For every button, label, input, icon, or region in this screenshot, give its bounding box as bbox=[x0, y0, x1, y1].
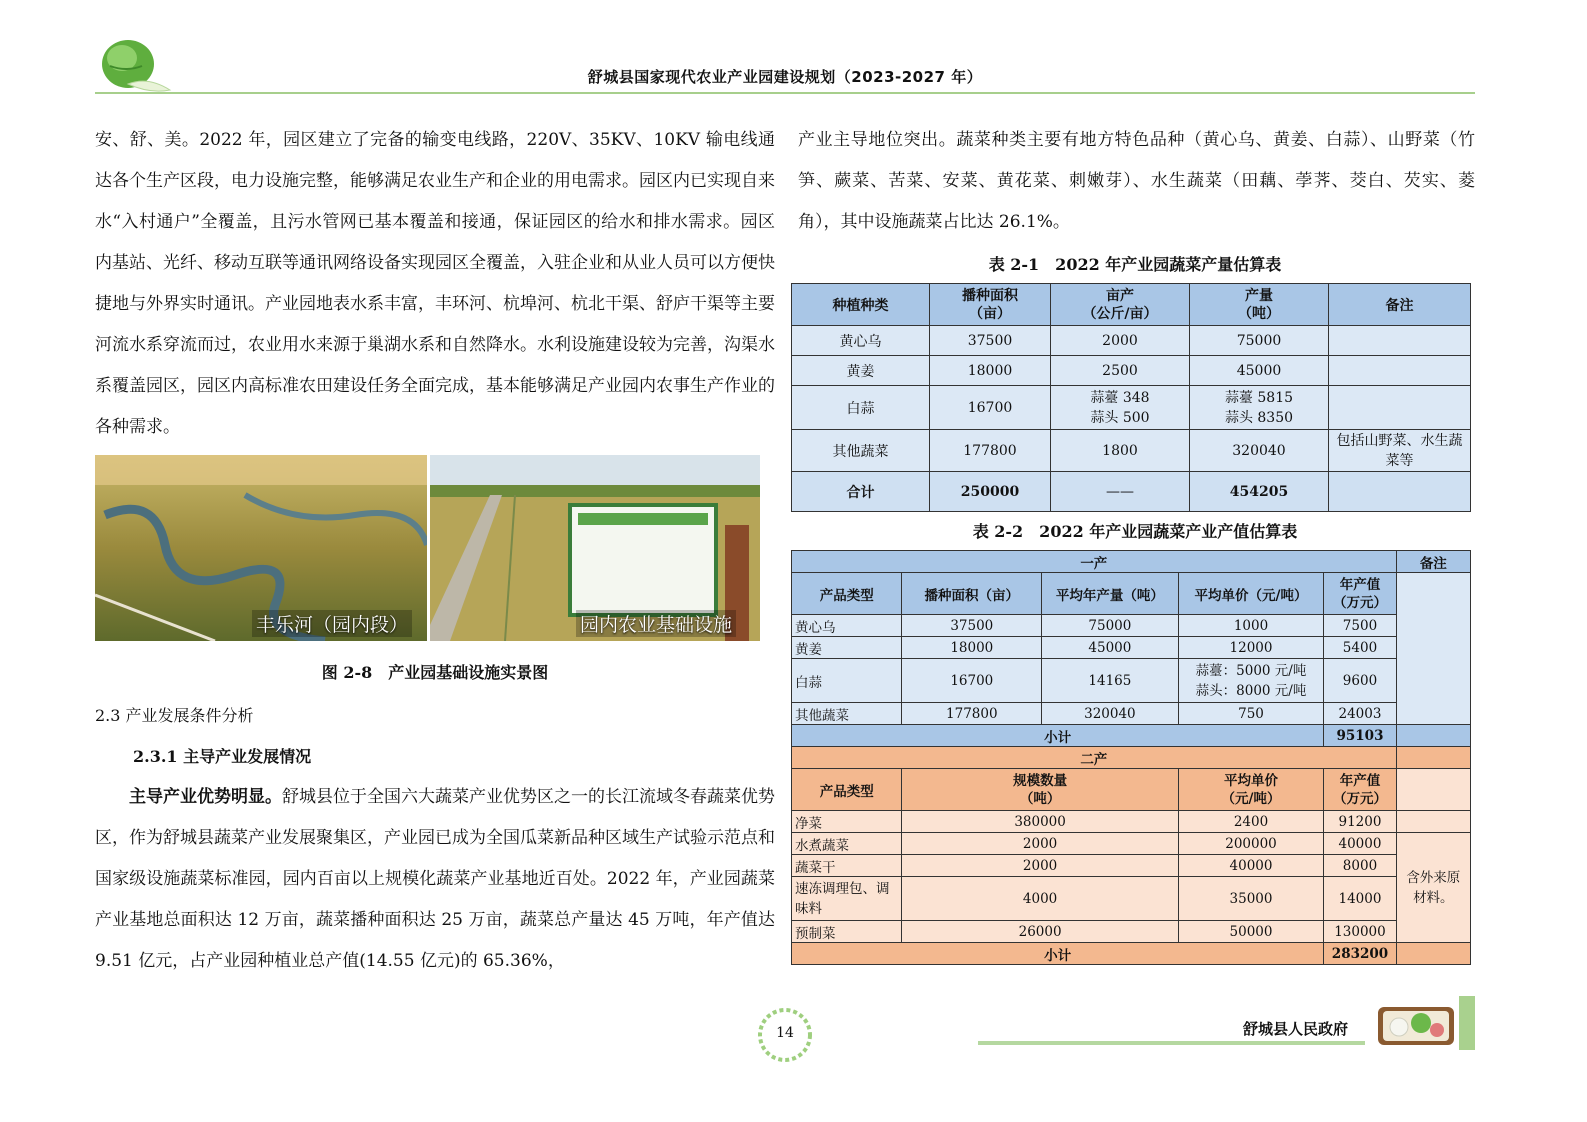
secondary-note: 含外来原材料。 bbox=[1396, 833, 1470, 943]
table-vegetable-value: 一产 备注 产品类型 播种面积（亩） 平均年产量（吨） 平均单价（元/吨） 年产值 （万元） 黄心乌 37500 75000 1000 7500 黄姜 18000 45000 12000 5400 白蒜 16700 14165 蒜薹：5000 元/吨 蒜头：8000 元/吨 9600 其他蔬菜 177800 320040 750 24003 小计 95103 二产 产品类型 规模数量 （吨） 平均单价 （元/吨） 年产值 （万元） 净菜 380000 2400 91200 水煮蔬菜 2000 200000 40000 含外来原材料。 蔬菜干 2000 40000 8000 速冻调理包、调味料 4000 35000 14000 预制菜 26000 50000 130000 小计 283200 bbox=[791, 550, 1471, 965]
table1-caption: 表 2-1 2022 年产业园蔬菜产量估算表 bbox=[988, 255, 1282, 274]
table-header: 亩产 （公斤/亩） bbox=[1051, 284, 1190, 326]
footer-accent-bar bbox=[1459, 996, 1475, 1050]
photo-fengle-river bbox=[95, 455, 427, 641]
header-title: 舒城县国家现代农业产业园建设规划（2023-2027 年） bbox=[587, 68, 983, 86]
table-row: 黄心乌 37500 2000 75000 bbox=[792, 326, 1471, 356]
paragraph-lead: 主导产业优势明显。 bbox=[129, 787, 282, 807]
page-number: 14 bbox=[776, 1025, 794, 1041]
paragraph-vegetable-types: 产业主导地位突出。蔬菜种类主要有地方特色品种（黄心乌、黄姜、白蒜）、山野菜（竹笋、蕨菜、苦菜、安菜、黄花菜、刺嫩芽）、水生蔬菜（田藕、荸荠、茭白、芡实、菱角），其中设施蔬菜占比达 26.1%。 bbox=[798, 130, 1475, 232]
section-heading-2-3-1: 2.3.1 主导产业发展情况 bbox=[133, 747, 312, 766]
table-row: 其他蔬菜 177800 1800 320040 包括山野菜、水生蔬菜等 bbox=[792, 430, 1471, 472]
table-row: 蔬菜干 2000 40000 8000 bbox=[792, 855, 1471, 877]
note-header: 备注 bbox=[1396, 551, 1470, 573]
vegetable-basket-icon bbox=[1377, 1003, 1455, 1047]
section-heading-2-3: 2.3 产业发展条件分析 bbox=[95, 706, 254, 725]
figure-caption: 图 2-8 产业园基础设施实景图 bbox=[321, 663, 549, 682]
table-header: 备注 bbox=[1329, 284, 1471, 326]
secondary-industry-label: 二产 bbox=[792, 747, 1397, 769]
table-row: 速冻调理包、调味料 4000 35000 14000 bbox=[792, 877, 1471, 921]
right-column bbox=[798, 120, 1475, 243]
table-row: 其他蔬菜 177800 320040 750 24003 bbox=[792, 703, 1471, 725]
table-vegetable-output bbox=[791, 283, 1471, 512]
cabbage-logo-icon bbox=[98, 36, 174, 96]
page-number-badge bbox=[756, 1006, 814, 1064]
table-header: 播种面积 （亩） bbox=[930, 284, 1051, 326]
table2-caption: 表 2-2 2022 年产业园蔬菜产业产值估算表 bbox=[972, 522, 1298, 541]
footer-vegetable-basket bbox=[1377, 1003, 1455, 1047]
table-row: 白蒜 16700 14165 蒜薹：5000 元/吨 蒜头：8000 元/吨 9600 bbox=[792, 659, 1471, 703]
header-logo bbox=[98, 36, 174, 96]
photo-caption: 园内农业基础设施 bbox=[576, 610, 736, 637]
left-column bbox=[95, 120, 775, 448]
photo-caption: 丰乐河（园内段） bbox=[252, 610, 412, 637]
table-row: 黄姜 18000 45000 12000 5400 bbox=[792, 637, 1471, 659]
table-row: 白蒜 16700 蒜薹 348 蒜头 500 蒜薹 5815 蒜头 8350 bbox=[792, 386, 1471, 430]
table-subtotal-row: 小计 95103 bbox=[792, 725, 1471, 747]
footer-organization: 舒城县人民政府 bbox=[1243, 1020, 1349, 1038]
table-row: 净菜 380000 2400 91200 bbox=[792, 811, 1471, 833]
paragraph-leading-industry bbox=[95, 777, 775, 982]
table-header: 种植种类 bbox=[792, 284, 930, 326]
table-row: 黄心乌 37500 75000 1000 7500 bbox=[792, 615, 1471, 637]
table-total-row: 合计 250000 —— 454205 bbox=[792, 472, 1471, 512]
footer-divider bbox=[978, 1041, 1365, 1045]
table-row: 预制菜 26000 50000 130000 bbox=[792, 921, 1471, 943]
paragraph-infrastructure: 安、舒、美。2022 年，园区建立了完备的输变电线路，220V、35KV、10KV 输电线通达各个生产区段，电力设施完整，能够满足农业生产和企业的用电需求。园区内已实现自来水“入村通户”全覆盖，且污水管网已基本覆盖和接通，保证园区的给水和排水需求。园区内基站、光纤、移动互联等通讯网络设备实现园区全覆盖，入驻企业和从业人员可以方便快捷地与外界实时通讯。产业园地表水系丰富，丰环河、杭埠河、杭北干渠、舒庐干渠等主要河流水系穿流而过，农业用水来源于巢湖水系和自然降水。水利设施建设较为完善，沟渠水系覆盖园区，园区内高标准农田建设任务全面完成，基本能够满足产业园内农事生产作业的各种需求。 bbox=[95, 130, 775, 437]
paragraph-body: 舒城县位于全国六大蔬菜产业优势区之一的长江流域冬春蔬菜优势区，作为舒城县蔬菜产业发展聚集区，产业园已成为全国瓜菜新品种区域生产试验示范点和国家级设施蔬菜标准园，园内百亩以上规模化蔬菜产业基地近百处。2022 年，产业园蔬菜产业基地总面积达 12 万亩，蔬菜播种面积达 25 万亩，蔬菜总产量达 45 万吨，年产值达 9.51 亿元，占产业园种植业总产值(14.55 亿元)的 65.36%， bbox=[95, 787, 775, 971]
table-subtotal-row: 小计 283200 bbox=[792, 943, 1471, 965]
primary-industry-label: 一产 bbox=[792, 551, 1397, 573]
table-row: 水煮蔬菜 2000 200000 40000 含外来原材料。 bbox=[792, 833, 1471, 855]
header-divider bbox=[95, 92, 1475, 94]
table-header: 产量 （吨） bbox=[1190, 284, 1329, 326]
table-row: 黄姜 18000 2500 45000 bbox=[792, 356, 1471, 386]
photo-farm-infrastructure bbox=[430, 455, 760, 641]
